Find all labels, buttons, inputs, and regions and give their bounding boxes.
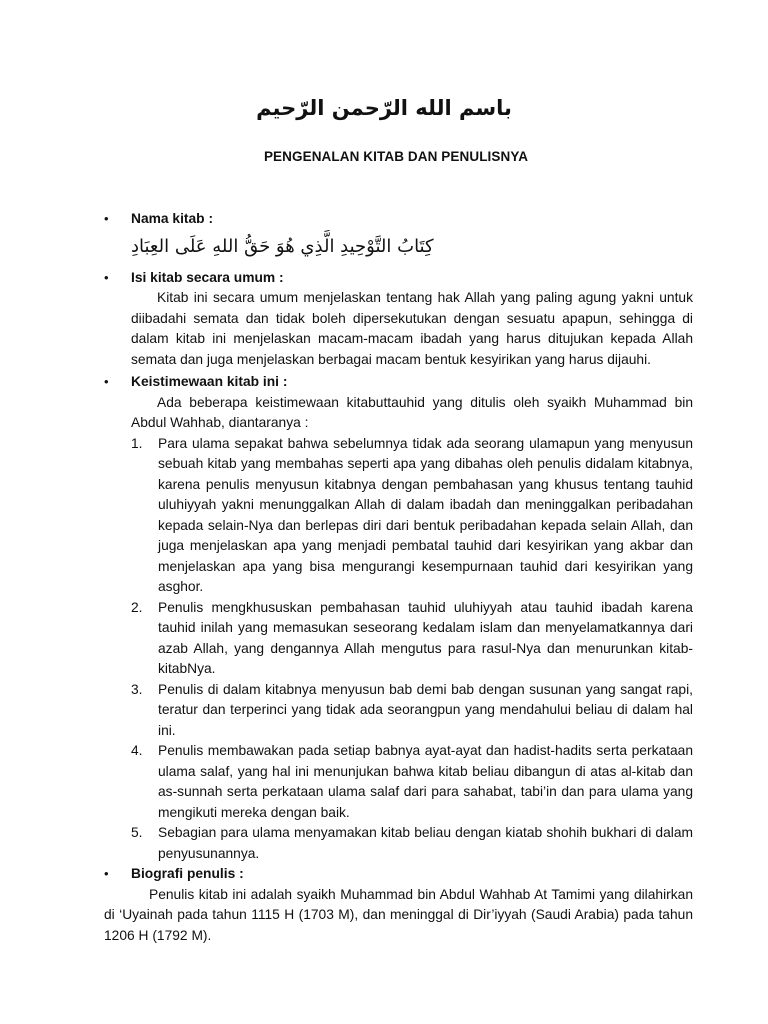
bullet-icon: • (104, 211, 109, 226)
list-item-text: Penulis di dalam kitabnya menyusun bab demi bab dengan susunan yang sangat rapi, teratur dan terperinci yang tidak ada seorangpun yang mendahului beliau di dalam hal ini. (158, 681, 693, 738)
list-number: 4. (131, 743, 143, 758)
section-keistimewaan (104, 372, 693, 864)
list-item-text: Sebagian para ulama menyamakan kitab beliau dengan kiatab shohih bukhari di dalam penyusunannya. (158, 825, 693, 861)
kitab-arabic-name: كِتَابُ التَّوْحِيدِ الَّذِي هُوَ حَقُّ اللهِ عَلَى العِبَادِ (131, 235, 434, 257)
section-heading-keistimewaan: Keistimewaan kitab ini : (131, 374, 288, 389)
page-title: PENGENALAN KITAB DAN PENULISNYA (263, 149, 529, 164)
section-heading-isi: Isi kitab secara umum : (131, 269, 284, 285)
list-number: 5. (131, 825, 143, 840)
isi-paragraph: Kitab ini secara umum menjelaskan tentang hak Allah yang paling agung yakni untuk diibadahi semata dan tidak boleh dipersekutukan dengan sesuatu apapun, sehingga di dalam kitab ini menjelaskan macam-macam ibadah yang harus ditujukan kepada Allah semata dan juga menjelaskan berbagai macam bentuk kesyirikan yang harus dijauhi. (131, 290, 693, 367)
document-body (104, 209, 693, 946)
section-biografi (104, 864, 693, 946)
list-item-text: Para ulama sepakat bahwa sebelumnya tidak ada seorang ulamapun yang menyusun sebuah kitab yang membahas seperti apa yang dibahas oleh penulis didalam kitabnya, karena penulis menyusun kitabnya dengan pembahasan yang khusus tentang tauhid uluhiyyah yakni menunggalkan Allah di dalam ibadah dan meninggalkan peribadahan kepada selain-Nya dan berlepas diri dari bentuk peribadahan kepada selain Allah, dan juga menjelaskan apa yang menjadi pembatal tauhid dari kesyirikan yang akbar dan menjelaskan apa yang bisa mengurangi kesempurnaan tauhid dari kesyirikan yang asghor. (158, 435, 693, 594)
keistimewaan-list (131, 434, 693, 865)
list-item (131, 823, 693, 864)
bismillah-heading: باسم الله الرّحمن الرّحيم (256, 96, 512, 120)
list-number: 2. (131, 599, 143, 615)
list-item (131, 680, 693, 742)
bullet-icon: • (104, 269, 109, 285)
section-heading-nama: Nama kitab : (131, 211, 214, 226)
list-number: 3. (131, 681, 143, 697)
biografi-paragraph: Penulis kitab ini adalah syaikh Muhammad bin Abdul Wahhab At Tamimi yang dilahirkan di ‘Uyainah pada tahun 1115 H (1703 M), dan meninggal di Dir’iyyah (Saudi Arabia) pada tahun 1206 H (1792 M). (104, 886, 693, 943)
section-nama-kitab (104, 209, 693, 265)
list-number: 1. (131, 435, 143, 451)
section-isi-kitab (104, 268, 693, 371)
list-item (131, 741, 693, 823)
bullet-icon: • (104, 866, 109, 881)
list-item-text: Penulis mengkhususkan pembahasan tauhid uluhiyyah atau tauhid ibadah karena tauhid inilah yang memasukan seseorang kedalam islam dan menyelamatkannya dari azab Allah, yang dengannya Allah mengutus para rasul-Nya dan menurunkan kitab-kitabNya. (158, 599, 693, 676)
list-item-text: Penulis membawakan pada setiap babnya ayat-ayat dan hadist-hadits serta perkataan ulama salaf, yang hal ini menunjukan bahwa kitab beliau dibangun di atas al-kitab dan as-sunnah serta perkataan ulama salaf dari para sahabat, tabi’in dan para ulama yang mengikuti mereka dengan baik. (158, 743, 693, 820)
bullet-icon: • (104, 374, 109, 389)
section-heading-biografi: Biografi penulis : (131, 866, 244, 881)
list-item (131, 598, 693, 680)
keistimewaan-intro: Ada beberapa keistimewaan kitabuttauhid yang ditulis oleh syaikh Muhammad bin Abdul Wahhab, diantaranya : (131, 394, 693, 430)
list-item (131, 434, 693, 598)
